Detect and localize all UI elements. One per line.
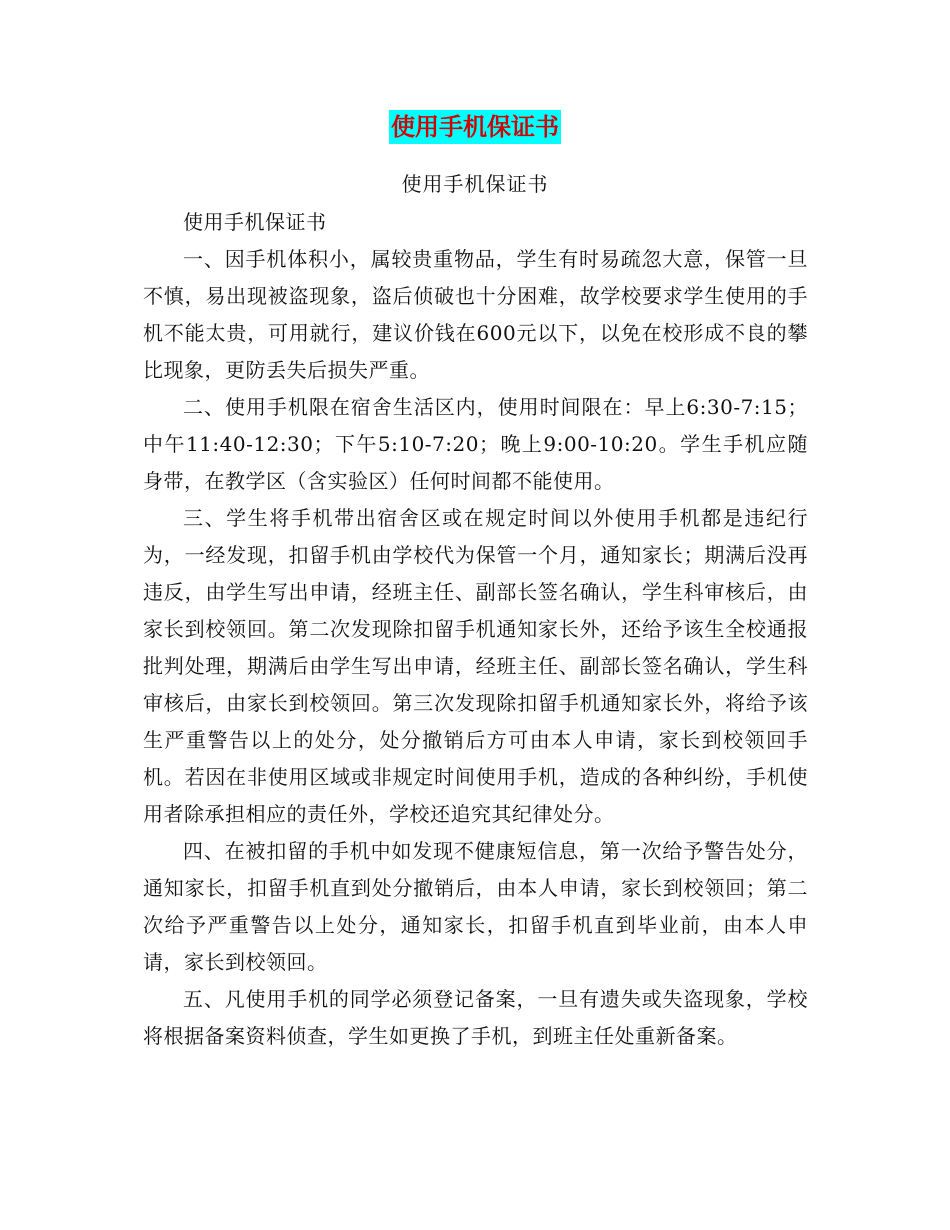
paragraph-5: 五、凡使用手机的同学必须登记备案，一旦有遗失或失盗现象，学校将根据备案资料侦查，学生如更换了手机，到班主任处重新备案。 bbox=[143, 987, 808, 1048]
body-heading: 使用手机保证书 bbox=[183, 210, 327, 234]
paragraph-2: 二、使用手机限在宿舍生活区内，使用时间限在：早上6:30-7:15；中午11:40-12:30；下午5:10-7:20；晚上9:00-10:20。学生手机应随身带，在教学区（含实验区）任何时间都不能使用。 bbox=[143, 395, 808, 493]
paragraph-1: 一、因手机体积小，属较贵重物品，学生有时易疏忽大意，保管一旦不慎，易出现被盗现象，盗后侦破也十分困难，故学校要求学生使用的手机不能太贵，可用就行，建议价钱在600元以下，以免在校形成不良的攀比现象，更防丢失后损失严重。 bbox=[143, 247, 808, 382]
paragraph-3: 三、学生将手机带出宿舍区或在规定时间以外使用手机都是违纪行为，一经发现，扣留手机由学校代为保管一个月，通知家长；期满后没再违反，由学生写出申请，经班主任、副部长签名确认，学生科审核后，由家长到校领回。第二次发现除扣留手机通知家长外，还给予该生全校通报批判处理，期满后由学生写出申请，经班主任、副部长签名确认，学生科审核后，由家长到校领回。第三次发现除扣留手机通知家长外，将给予该生严重警告以上的处分，处分撤销后方可由本人申请，家长到校领回手机。若因在非使用区域或非规定时间使用手机，造成的各种纠纷，手机使用者除承担相应的责任外，学校还追究其纪律处分。 bbox=[143, 506, 808, 826]
document-body bbox=[143, 204, 808, 1055]
paragraph-4: 四、在被扣留的手机中如发现不健康短信息，第一次给予警告处分，通知家长，扣留手机直到处分撤销后，由本人申请，家长到校领回；第二次给予严重警告以上处分，通知家长，扣留手机直到毕业前，由本人申请，家长到校领回。 bbox=[143, 839, 808, 974]
document-subtitle: 使用手机保证书 bbox=[401, 172, 549, 196]
document-title: 使用手机保证书 bbox=[389, 110, 561, 144]
title-container bbox=[0, 110, 950, 144]
